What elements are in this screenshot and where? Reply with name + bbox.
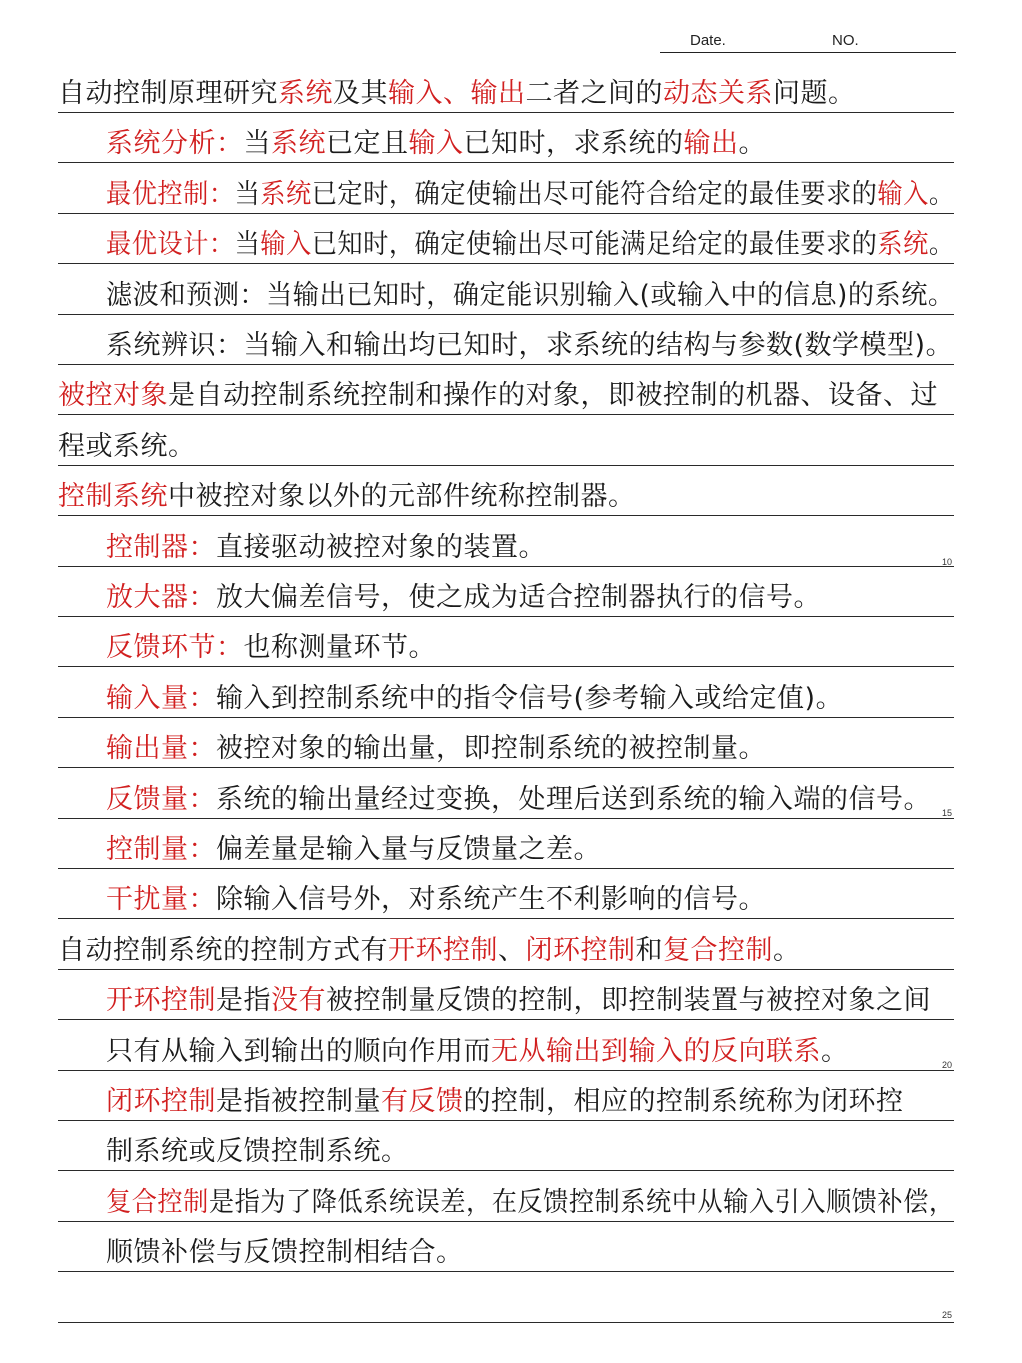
note-text: 制系统或反馈控制系统。 [106,1136,409,1168]
highlighted-term: 反馈量： [106,783,216,815]
highlighted-term: 闭环控制 [106,1086,216,1117]
note-line [106,784,931,816]
note-text: 是指为了降低系统误差，在反馈控制系统中从输入引入顺馈补偿， [208,1186,955,1218]
highlighted-term: 系统分析： [106,128,244,160]
note-text: 二者之间的 [525,78,663,109]
number-label: NO. [832,32,859,49]
note-text: 及其 [333,78,388,109]
note-text: 是指 [216,985,271,1017]
note-text: 。 [928,229,955,261]
highlighted-term: 输入 [408,128,464,160]
note-text: 系统的输出量经过变换，处理后送到系统的输入端的信号。 [216,783,931,815]
note-text: 已知时，确定使输出尽可能满足给定的最佳要求的 [311,229,878,261]
note-line [106,834,601,866]
ruled-line [58,1070,954,1071]
note-text: 已定且 [326,128,409,160]
highlighted-term: 开环控制 [388,934,498,966]
note-line [106,128,766,160]
note-line [106,1136,409,1168]
note-text: 直接驱动被控对象的装置。 [216,531,546,563]
highlighted-term: 输入量： [106,682,216,714]
highlighted-term: 动态关系 [663,78,773,109]
note-text: 滤波和预测：当输出已知时，确定能识别输入(或输入中的信息)的系统。 [106,279,955,311]
note-text: 输入到控制系统中的指令信号(参考输入或给定值)。 [216,682,844,714]
highlighted-term: 干扰量： [106,884,216,916]
note-line [106,179,955,211]
highlighted-term: 复合控制 [106,1186,209,1218]
ruled-line [58,918,954,919]
highlighted-term: 闭环控制 [525,934,636,966]
note-line [106,532,546,564]
highlighted-term: 最优控制： [106,178,235,210]
note-text: 程或系统。 [58,430,196,462]
line-number-10: 10 [942,557,953,567]
ruled-line [58,767,954,768]
ruled-line [58,1019,954,1020]
line-number-15: 15 [942,808,953,818]
highlighted-term: 被控对象 [58,380,168,412]
note-text: 被控制量反馈的控制，即控制装置与被控对象之间 [326,985,931,1017]
ruled-line [58,818,954,819]
note-text: 已定时，确定使输出尽可能符合给定的最佳要求的 [311,178,878,210]
highlighted-term: 系统 [278,78,333,109]
note-line [106,1237,464,1269]
ruled-line [58,717,954,718]
note-text: 。 [738,128,766,160]
note-line [106,884,766,916]
note-text: 是指被控制量 [216,1086,381,1117]
note-line [106,1086,904,1118]
note-text: 和 [635,934,663,966]
note-text: 问题。 [773,78,856,109]
note-text: 是自动控制系统控制和操作的对象，即被控制的机器、设备、过 [168,380,938,412]
ruled-line [58,969,954,970]
header-underline [660,52,956,53]
highlighted-term: 复合控制 [663,934,773,966]
ruled-line [58,465,954,466]
ruled-line [58,414,954,415]
ruled-line [58,364,954,365]
line-number-25: 25 [942,1310,953,1320]
highlighted-term: 反馈环节： [106,632,244,664]
note-line [106,683,843,715]
highlighted-term: 输入、输出 [388,78,526,109]
highlighted-term: 开环控制 [106,985,216,1017]
highlighted-term: 输出 [683,128,739,160]
ruled-line [58,868,954,869]
note-line [58,431,196,463]
highlighted-term: 输入 [877,178,929,210]
note-line [58,380,938,412]
note-text: 被控对象的输出量，即控制系统的被控制量。 [216,733,766,765]
note-text: 偏差量是输入量与反馈量之差。 [216,834,601,865]
note-text: 中被控对象以外的元部件统称控制器。 [168,481,636,513]
highlighted-term: 系统 [260,178,312,210]
ruled-line [58,314,954,315]
note-text: 已知时，求系统的 [463,128,684,160]
note-text: 、 [498,934,526,966]
ruled-line [58,515,954,516]
note-line [106,330,953,362]
ruled-line [58,263,954,264]
note-text: 的控制，相应的控制系统称为闭环控 [463,1086,904,1117]
ruled-line [58,1170,954,1171]
note-line [106,632,436,664]
note-line [106,229,955,261]
note-text: 。 [928,178,955,210]
ruled-line [58,616,954,617]
note-text: 放大偏差信号，使之成为适合控制器执行的信号。 [216,582,821,613]
note-line [58,935,801,967]
note-line [106,1036,849,1068]
note-text: 自动控制系统的控制方式有 [58,934,388,966]
note-line [106,280,955,312]
ruled-line [58,213,954,214]
highlighted-term: 输入 [260,229,312,261]
note-line [106,985,931,1017]
highlighted-term: 无从输出到输入的反向联系 [491,1035,821,1067]
highlighted-term: 最优设计： [106,229,235,261]
ruled-line [58,666,954,667]
ruled-line [58,1322,954,1323]
note-line [58,481,636,513]
note-text: 也称测量环节。 [243,632,436,664]
note-text: 当 [234,229,261,261]
note-text: 。 [773,934,801,966]
highlighted-term: 控制系统 [58,481,168,513]
note-text: 自动控制原理研究 [58,78,278,109]
ruled-line [58,1120,954,1121]
note-line [106,582,821,614]
note-text: 只有从输入到输出的顺向作用而 [106,1035,491,1067]
note-line [106,1187,955,1219]
note-line [106,733,766,765]
note-text: 系统辨识：当输入和输出均已知时，求系统的结构与参数(数学模型)。 [106,330,954,361]
note-text: 。 [821,1035,849,1067]
note-text: 当 [234,178,261,210]
ruled-line [58,566,954,567]
highlighted-term: 系统 [877,229,929,261]
highlighted-term: 有反馈 [381,1086,464,1117]
ruled-line [58,1221,954,1222]
note-text: 当 [243,128,271,160]
highlighted-term: 控制器： [106,531,216,563]
highlighted-term: 没有 [271,985,326,1017]
highlighted-term: 输出量： [106,733,216,765]
date-label: Date. [690,32,726,49]
highlighted-term: 控制量： [106,834,216,865]
highlighted-term: 放大器： [106,582,216,613]
note-text: 顺馈补偿与反馈控制相结合。 [106,1237,464,1269]
note-text: 除输入信号外，对系统产生不利影响的信号。 [216,884,766,916]
line-number-20: 20 [942,1060,953,1070]
highlighted-term: 系统 [271,128,326,160]
ruled-line [58,112,954,113]
note-line [58,78,856,110]
ruled-line [58,162,954,163]
ruled-line [58,1271,954,1272]
